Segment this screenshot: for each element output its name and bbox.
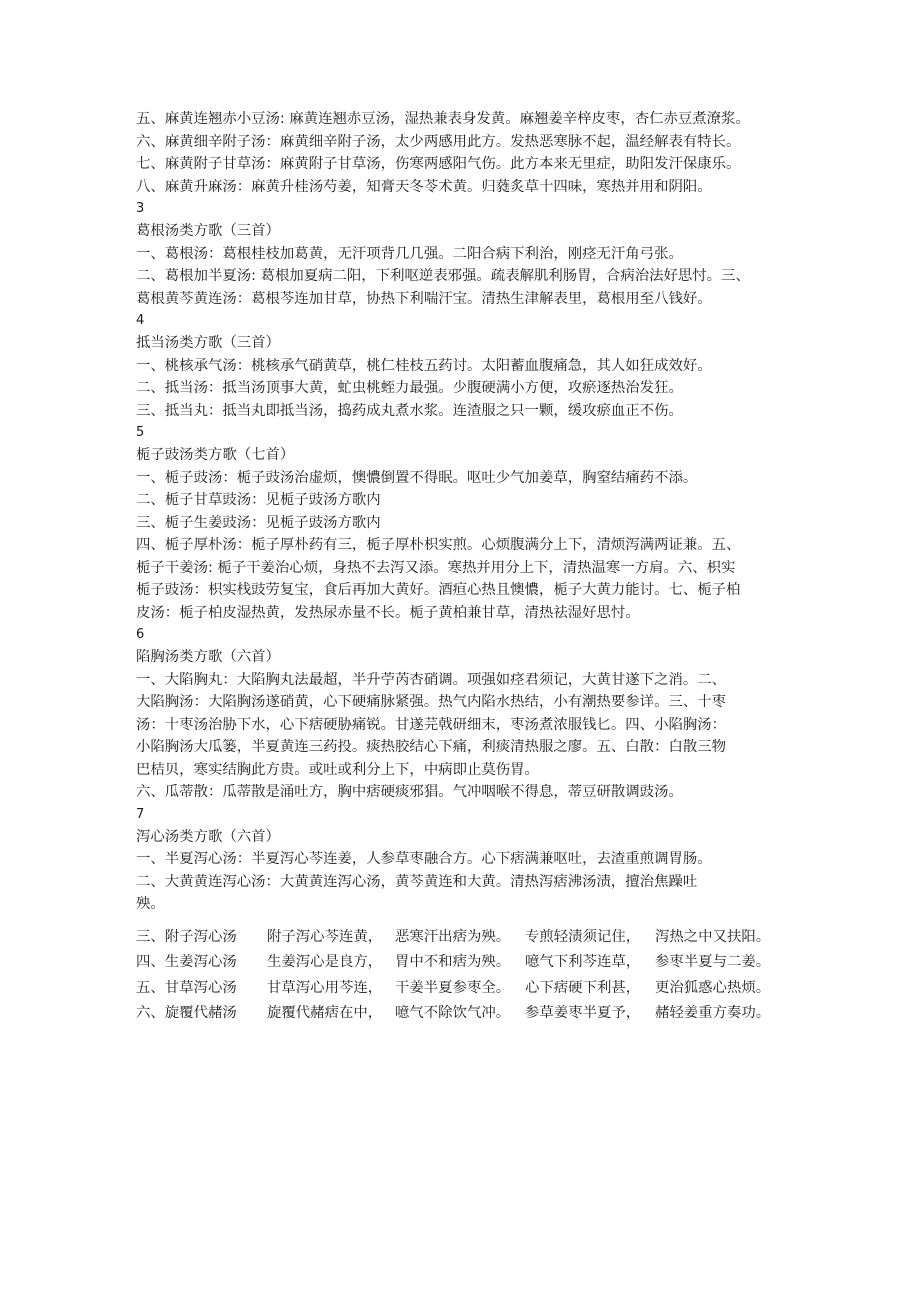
table-cell: 旋覆代赭痞在中， <box>267 1005 383 1021</box>
document-page <box>136 108 796 1027</box>
text-line: 栀子豉汤：枳实栈豉劳复宝，食后再加大黄好。酒疸心热且懊憹，栀子大黄力能讨。七、栀子柏 <box>136 582 741 598</box>
text-line: 四、栀子厚朴汤：栀子厚朴药有三，栀子厚朴枳实煎。心烦腹满分上下，清烦泻满两证兼。五、 <box>136 537 741 553</box>
section-6 <box>136 624 796 804</box>
table-cell: 生姜泻心是良方， <box>267 954 383 970</box>
table-cell: 更治狐惑心热烦。 <box>655 979 771 996</box>
table-cell: 噫气不除饮气冲。 <box>395 1005 511 1021</box>
table-row <box>136 1001 770 1027</box>
formula-table <box>136 925 770 1027</box>
text-line: 一、栀子豉汤：栀子豉汤治虚烦，懊憹倒置不得眠。呕吐少气加姜草，胸窒结痛药不添。 <box>136 469 698 486</box>
text-line: 二、大黄黄连泻心汤：大黄黄连泻心汤，黄芩黄连和大黄。清热泻痞沸汤渍，擅治焦躁吐 <box>136 873 698 890</box>
text-line: 殃。 <box>136 896 165 912</box>
table-cell: 参枣半夏与二姜。 <box>655 954 771 970</box>
table-cell: 四、生姜泻心汤 <box>136 954 237 970</box>
table-cell: 心下痞硬下利甚， <box>525 979 641 996</box>
table-row <box>136 976 770 1002</box>
text-line: 汤：十枣汤治胁下水，心下痞硬胁痛锐。甘遂芫戟研细末，枣汤煮浓服钱匕。四、小陷胸汤： <box>136 716 727 733</box>
section-number: 3 <box>136 201 145 216</box>
text-line: 大陷胸汤：大陷胸汤遂硝黄，心下硬痛脉紧强。热气内陷水热结，小有潮热要参详。三、十枣 <box>136 694 727 710</box>
table-cell: 胃中不和痞为殃。 <box>395 954 511 970</box>
table-cell: 六、旋覆代赭汤 <box>136 1005 237 1021</box>
section-number: 4 <box>136 313 145 328</box>
text-line: 七、麻黄附子甘草汤：麻黄附子甘草汤，伤寒两感阳气伤。此方本来无里症，助阳发汗保康乐。 <box>136 156 741 172</box>
table-cell: 噫气下利芩连草， <box>525 954 641 970</box>
section-number: 6 <box>136 627 145 642</box>
table-cell: 甘草泻心用芩连， <box>267 979 383 996</box>
table-cell: 干姜半夏参枣全。 <box>395 979 511 996</box>
text-line: 栀子干姜汤: 栀子干姜治心烦，身热不去泻又添。寒热并用分上下，清热温寒一方肩。六、枳实 <box>136 559 736 576</box>
table-cell: 参草姜枣半夏予， <box>525 1005 641 1021</box>
section-number: 7 <box>136 806 145 822</box>
table-row <box>136 925 770 951</box>
table-row <box>136 950 770 976</box>
table-cell: 五、甘草泻心汤 <box>136 979 237 996</box>
text-line: 一、半夏泻心汤：半夏泻心芩连姜，人参草枣融合方。心下痞满兼呕吐，去渣重煎调胃肠。 <box>136 851 712 867</box>
intro-block <box>136 108 796 198</box>
text-line: 葛根黄芩黄连汤：葛根芩连加甘草，协热下利喘汗宝。清热生津解表里，葛根用至八钱好。 <box>136 290 712 307</box>
section-title: 泻心汤类方歌（六首） <box>136 828 280 845</box>
table-cell: 三、附子泻心汤 <box>136 928 237 945</box>
table-cell: 专煎轻渍须记住， <box>525 928 641 945</box>
table-cell: 泻热之中又扶阳。 <box>655 928 771 945</box>
table-cell: 赭轻姜重方奏功。 <box>655 1005 771 1021</box>
section-title: 葛根汤类方歌（三首） <box>136 223 280 239</box>
text-line: 三、栀子生姜豉汤：见栀子豉汤方歌内 <box>136 514 381 531</box>
text-line: 皮汤：栀子柏皮湿热黄，发热尿赤量不长。栀子黄柏兼甘草，清热祛湿好思忖。 <box>136 604 640 621</box>
text-line: 六、麻黄细辛附子汤：麻黄细辛附子汤，太少两感用此方。发热恶寒脉不起，温经解表有特长。 <box>136 133 741 150</box>
section-title: 陷胸汤类方歌（六首） <box>136 649 280 665</box>
section-7 <box>136 804 796 1027</box>
text-line: 三、抵当丸：抵当丸即抵当汤，捣药成丸煮水浆。连渣服之只一颗，缓攻瘀血正不伤。 <box>136 402 683 419</box>
section-title: 栀子豉汤类方歌（七首） <box>136 447 295 463</box>
text-line: 五、麻黄连翘赤小豆汤: 麻黄连翘赤豆汤，湿热兼表身发黄。麻翘姜辛梓皮枣，杏仁赤豆煮潦浆。 <box>136 111 750 127</box>
section-number: 5 <box>136 425 145 440</box>
text-line: 小陷胸汤大瓜篓，半夏黄连三药投。痰热胶结心下痛，利痰清热服之廖。五、白散：白散三物 <box>136 739 727 755</box>
section-3 <box>136 198 796 310</box>
section-5 <box>136 422 796 624</box>
section-4 <box>136 310 796 422</box>
text-line: 二、葛根加半夏汤: 葛根加夏病二阳，下利呕逆表邪强。疏表解肌利肠胃，合病治法好思忖。三、 <box>136 268 750 284</box>
text-line: 二、栀子甘草豉汤：见栀子豉汤方歌内 <box>136 492 381 508</box>
text-line: 二、抵当汤：抵当汤顶事大黄，虻虫桃蛭力最强。少腹硬满小方便，攻瘀逐热治发狂。 <box>136 380 683 396</box>
text-line: 八、麻黄升麻汤：麻黄升桂汤芍姜，知膏天冬苓术黄。归蕤炙草十四味，寒热并用和阴阳。 <box>136 178 712 195</box>
text-line: 一、大陷胸丸：大陷胸丸法最超，半升苧芮杏硝调。项强如痉君须记，大黄甘遂下之消。二、 <box>136 671 727 688</box>
text-line: 一、葛根汤：葛根桂枝加葛黄，无汗项背几几强。二阳合病下利治，刚痉无汗角弓张。 <box>136 245 683 262</box>
text-line: 巴桔贝，寒实结胸此方贵。或吐或利分上下，中病即止莫伤胃。 <box>136 761 539 778</box>
section-title: 抵当汤类方歌（三首） <box>136 335 280 351</box>
table-cell: 附子泻心芩连黄， <box>267 928 383 945</box>
table-cell: 恶寒汗出痞为殃。 <box>395 928 511 945</box>
text-line: 六、瓜蒂散：瓜蒂散是涌吐方，胸中痞硬痰邪猖。气冲咽喉不得息，蒂豆研散调豉汤。 <box>136 784 683 800</box>
text-line: 一、桃核承气汤：桃核承气硝黄草，桃仁桂枝五药讨。太阳蓄血腹痛急，其人如狂成效好。 <box>136 357 712 374</box>
